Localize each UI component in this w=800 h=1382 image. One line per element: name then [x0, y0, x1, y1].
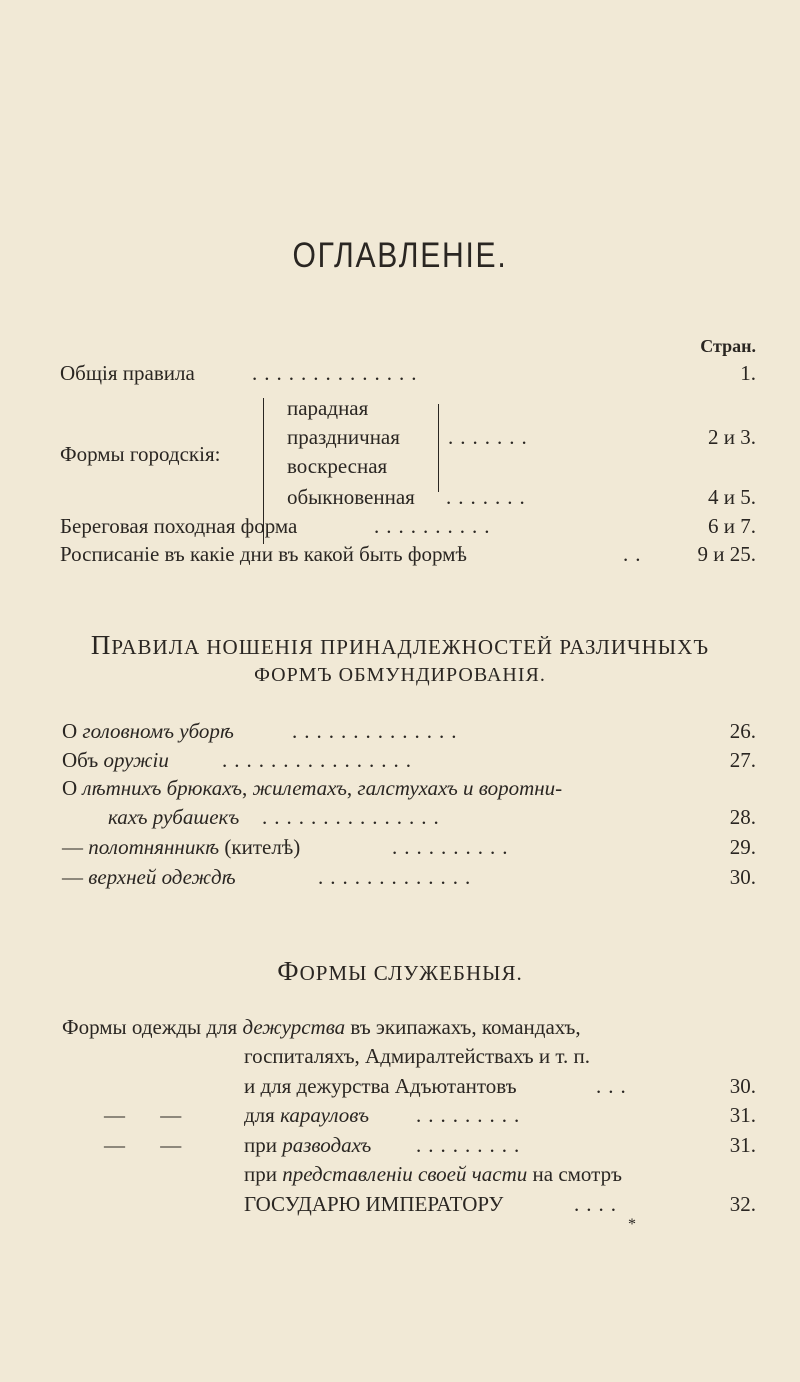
leader-dots: .........: [416, 1133, 527, 1157]
toc-item-tunic: — полотнянникѣ (кителѣ): [62, 835, 301, 859]
toc-page-ordinary: 4 и 5.: [708, 485, 756, 509]
leader-dots: .......: [448, 425, 534, 449]
toc-form-ordinary: обыкновенная: [287, 485, 415, 509]
ditto-marks: — —: [104, 1103, 182, 1127]
toc-item-emperor: ГОСУДАРЮ ИМПЕРАТОРУ: [244, 1192, 504, 1216]
leader-dots: ................: [222, 748, 418, 772]
toc-item-general: Общія правила: [60, 361, 195, 385]
toc-page-tunic: 29.: [729, 835, 756, 859]
leader-dots: .............: [318, 865, 478, 889]
leader-dots: ..........: [392, 835, 515, 859]
section-heading-rules-line2: ФОРМЪ ОБМУНДИРОВАНІЯ.: [254, 664, 546, 686]
leader-dots: ..........: [374, 514, 497, 538]
toc-item-duty-forms-cont: госпиталяхъ, Адмиралтействахъ и т. п.: [244, 1044, 590, 1068]
toc-item-outerwear: — верхней одеждѣ: [62, 865, 236, 889]
toc-forms-label: Формы городскія:: [60, 442, 221, 466]
toc-item-schedule: Росписаніе въ какіе дни въ какой быть формѣ: [60, 542, 467, 566]
toc-item-coastal: Береговая походная форма: [60, 514, 298, 538]
leader-dots: ...: [596, 1074, 633, 1098]
toc-page-headwear: 26.: [729, 719, 756, 743]
toc-page-emperor: 32.: [729, 1192, 756, 1216]
toc-page-outerwear: 30.: [729, 865, 756, 889]
toc-page-shirt-collars: 28.: [729, 805, 756, 829]
toc-item-parades: при разводахъ: [244, 1133, 372, 1157]
toc-page-schedule: 9 и 25.: [697, 542, 756, 566]
leader-dots: ..............: [292, 719, 464, 743]
toc-item-summer-clothes: О лѣтнихъ брюкахъ, жилетахъ, галстухахъ и воротни-: [62, 776, 563, 800]
leader-dots: .......: [446, 485, 532, 509]
toc-page-weapons: 27.: [729, 748, 756, 772]
brace-right: [430, 404, 439, 492]
toc-item-presentation: при представленіи своей части на смотръ: [244, 1162, 622, 1186]
leader-dots: ....: [574, 1192, 623, 1216]
section-heading-rules: ПРАВИЛА НОШЕНІЯ ПРИНАДЛЕЖНОСТЕЙ РАЗЛИЧНЫХЪ: [90, 630, 710, 660]
toc-page-parades: 31.: [729, 1133, 756, 1157]
toc-item-shirt-collars: кахъ рубашекъ: [108, 805, 240, 829]
toc-page-general: 1.: [740, 361, 756, 385]
toc-item-guards: для карауловъ: [244, 1103, 370, 1127]
leader-dots: ..............: [252, 361, 424, 385]
toc-item-headwear: О головномъ уборѣ: [62, 719, 234, 743]
page-title: ОГЛАВЛЕНІЕ.: [292, 236, 508, 275]
toc-page-guards: 31.: [729, 1103, 756, 1127]
section-heading-service-forms: ФОРМЫ СЛУЖЕБНЫЯ.: [277, 956, 523, 986]
toc-form-parade: парадная: [287, 396, 369, 420]
toc-page-holiday: 2 и 3.: [708, 425, 756, 449]
toc-form-sunday: воскресная: [287, 454, 388, 478]
leader-dots: ..: [623, 542, 648, 566]
leader-dots: ...............: [262, 805, 446, 829]
page-column-header: Стран.: [700, 336, 756, 356]
toc-item-adjutants: и для дежурства Адъютантовъ: [244, 1074, 517, 1098]
footer-signature-mark: *: [628, 1216, 636, 1233]
toc-page-adjutants: 30.: [729, 1074, 756, 1098]
toc-form-holiday: праздничная: [287, 425, 400, 449]
toc-item-duty-forms: Формы одежды для дежурства въ экипажахъ, командахъ,: [62, 1015, 581, 1039]
leader-dots: .........: [416, 1103, 527, 1127]
toc-page-coastal: 6 и 7.: [708, 514, 756, 538]
ditto-marks: — —: [104, 1133, 182, 1157]
toc-item-weapons: Объ оружіи: [62, 748, 169, 772]
